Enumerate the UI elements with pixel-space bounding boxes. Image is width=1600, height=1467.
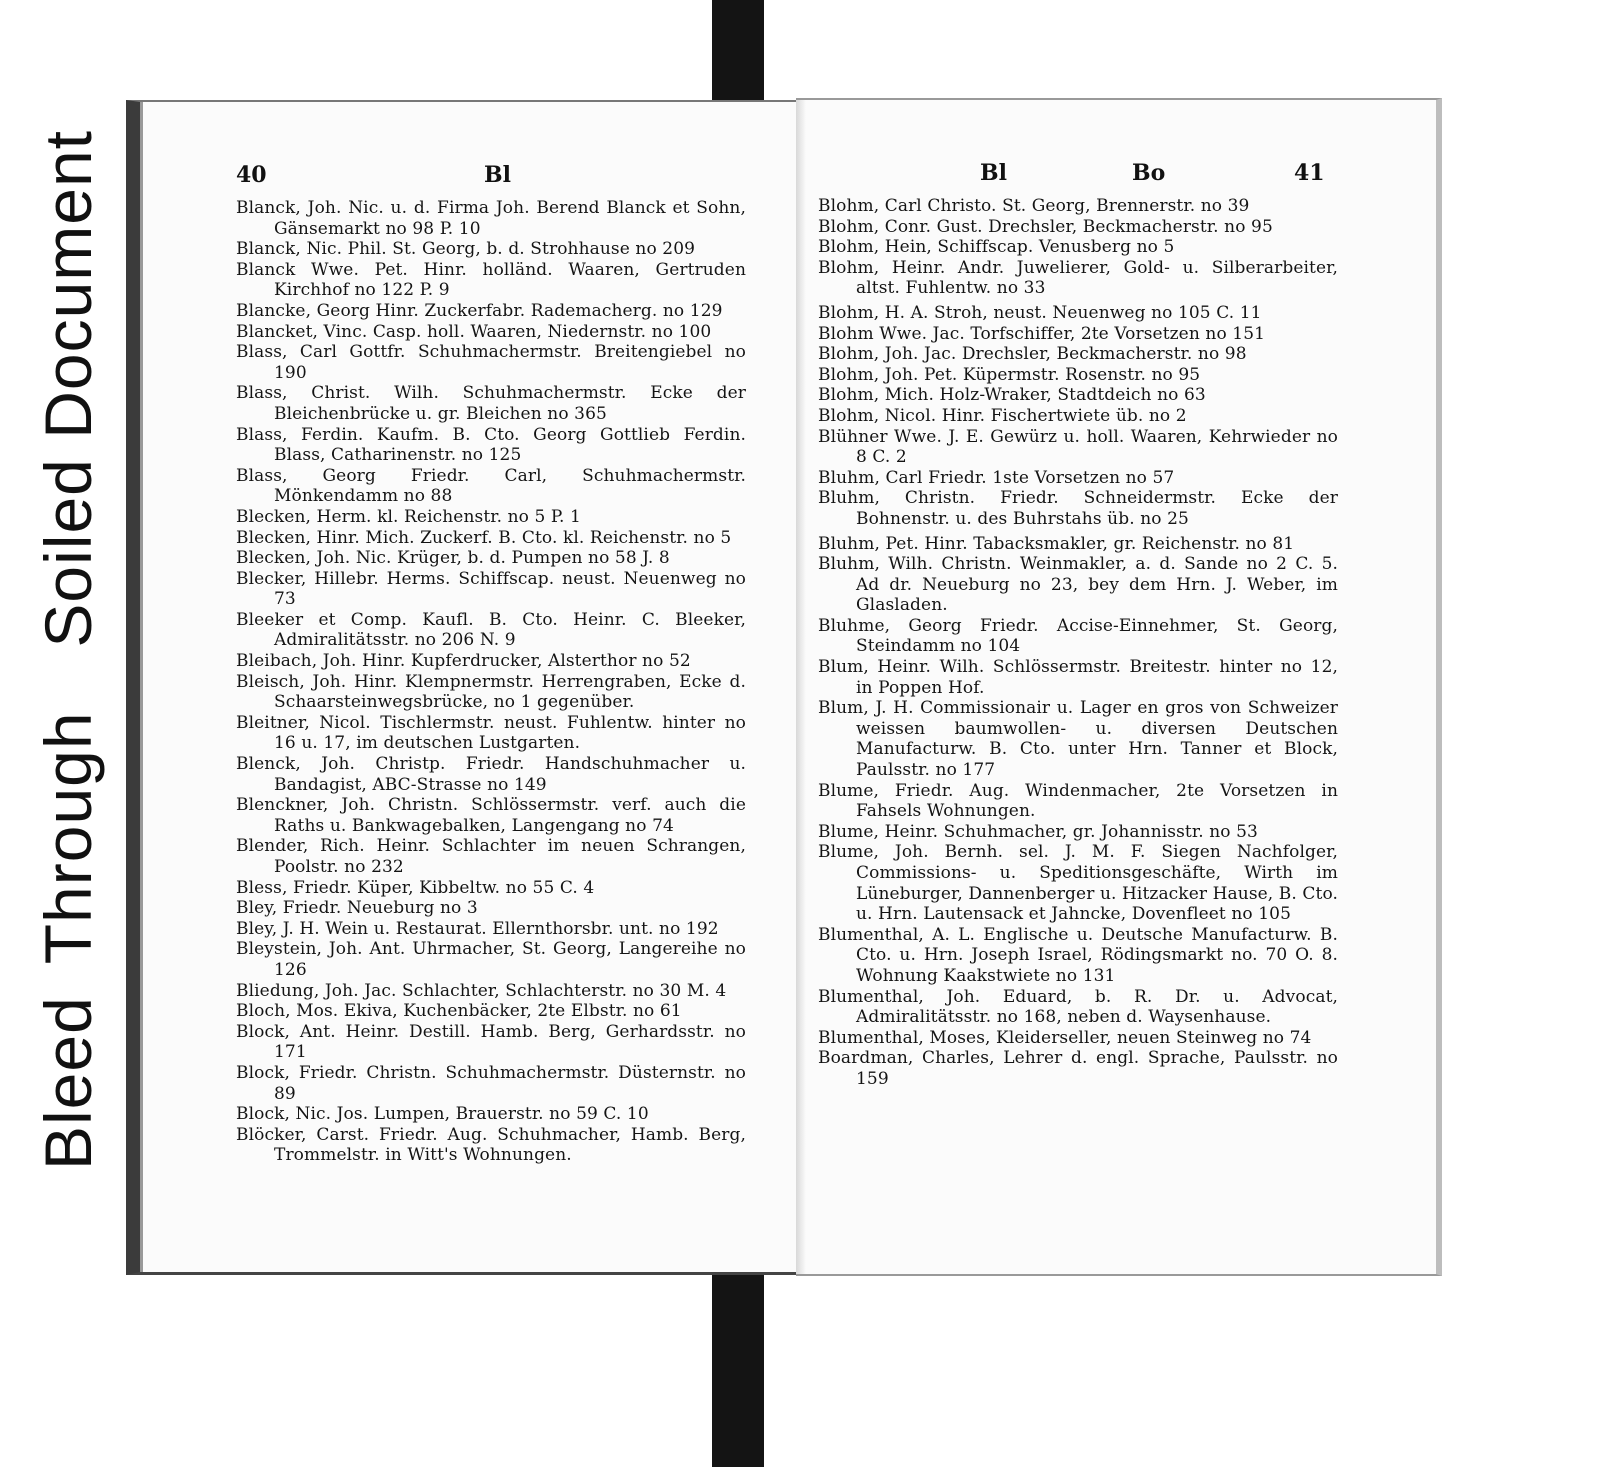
directory-entry: Bluhm, Christn. Friedr. Schneidermstr. Ecke der Bohnenstr. u. des Buhrstahs üb. no 25 <box>818 488 1338 529</box>
left-entry-list <box>236 198 746 1166</box>
directory-entry: Blumenthal, Moses, Kleiderseller, neuen Steinweg no 74 <box>818 1027 1312 1048</box>
directory-entry: Blecken, Hinr. Mich. Zuckerf. B. Cto. kl. Reichenstr. no 5 <box>236 527 732 548</box>
left-running-header: Bl <box>484 162 511 188</box>
directory-entry: Blohm, Joh. Pet. Küpermstr. Rosenstr. no 95 <box>818 364 1201 385</box>
directory-entry: Bloch, Mos. Ekiva, Kuchenbäcker, 2te Elbstr. no 61 <box>236 1001 682 1022</box>
directory-entry: Block, Nic. Jos. Lumpen, Brauerstr. no 59 C. 10 <box>236 1104 649 1125</box>
directory-entry: Blohm, Mich. Holz-Wraker, Stadtdeich no 63 <box>818 385 1206 406</box>
right-gutter-shadow <box>796 100 806 1274</box>
directory-entry: Blume, Joh. Bernh. sel. J. M. F. Siegen Nachfolger, Commissions- u. Speditionsgeschäfte, Wirth im Lüneburger, Dannenberger u. Hitzacker Hause, B. Cto. u. Hrn. Lautensack et Jahncke, Dovenfleet no 105 <box>818 842 1338 925</box>
left-page <box>126 100 808 1275</box>
stamp-word-soiled-document: Soiled Document <box>31 129 105 648</box>
directory-entry: Blumenthal, Joh. Eduard, b. R. Dr. u. Advocat, Admiralitätsstr. no 168, neben d. Waysenhause. <box>818 986 1338 1028</box>
right-entry-list <box>818 196 1338 1090</box>
directory-entry: Blass, Carl Gottfr. Schuhmachermstr. Breitengiebel no 190 <box>236 342 746 383</box>
directory-entry: Blum, Heinr. Wilh. Schlössermstr. Breitestr. hinter no 12, in Poppen Hof. <box>818 657 1338 698</box>
directory-entry: Blohm, H. A. Stroh, neust. Neuenweg no 105 C. 11 <box>818 302 1262 323</box>
directory-entry: Blanck, Nic. Phil. St. Georg, b. d. Strohhause no 209 <box>236 239 696 260</box>
directory-entry: Bless, Friedr. Küper, Kibbeltw. no 55 C. 4 <box>236 877 595 898</box>
directory-entry: Bleibach, Joh. Hinr. Kupferdrucker, Alsterthor no 52 <box>236 651 691 672</box>
directory-entry: Bley, J. H. Wein u. Restaurat. Ellernthorsbr. unt. no 192 <box>236 918 719 939</box>
condition-stamp <box>22 130 114 1170</box>
directory-entry: Blender, Rich. Heinr. Schlachter im neuen Schrangen, Poolstr. no 232 <box>236 836 746 877</box>
directory-entry: Bluhm, Wilh. Christn. Weinmakler, a. d. Sande no 2 C. 5. Ad dr. Neueburg no 23, bey dem Hrn. J. Weber, im Glasladen. <box>818 554 1338 616</box>
directory-entry: Bliedung, Joh. Jac. Schlachter, Schlachterstr. no 30 M. 4 <box>236 980 727 1001</box>
directory-entry: Blass, Christ. Wilh. Schuhmachermstr. Ecke der Bleichenbrücke u. gr. Bleichen no 365 <box>236 383 746 424</box>
directory-entry: Blenckner, Joh. Christn. Schlössermstr. verf. auch die Raths u. Bankwagebalken, Langengang no 74 <box>236 795 746 836</box>
directory-entry: Blume, Friedr. Aug. Windenmacher, 2te Vorsetzen in Fahsels Wohnungen. <box>818 780 1338 822</box>
stamp-word-bleed: Bleed <box>31 996 105 1170</box>
directory-entry: Bleitner, Nicol. Tischlermstr. neust. Fuhlentw. hinter no 16 u. 17, im deutschen Lustgarten. <box>236 712 746 754</box>
right-running-header-bo: Bo <box>1132 160 1166 186</box>
directory-entry: Blühner Wwe. J. E. Gewürz u. holl. Waaren, Kehrwieder no 8 C. 2 <box>818 426 1338 468</box>
directory-entry: Blohm, Heinr. Andr. Juwelierer, Gold- u. Silberarbeiter, altst. Fuhlentw. no 33 <box>818 257 1338 299</box>
directory-entry: Blohm, Conr. Gust. Drechsler, Beckmacherstr. no 95 <box>818 216 1273 237</box>
directory-entry: Blohm, Carl Christo. St. Georg, Brennerstr. no 39 <box>818 196 1250 216</box>
directory-entry: Blum, J. H. Commissionair u. Lager en gros von Schweizer weissen baumwollen- u. diversen Deutschen Manufacturw. B. Cto. unter Hrn. Tanner et Block, Paulsstr. no 177 <box>818 698 1338 781</box>
directory-entry: Blancket, Vinc. Casp. holl. Waaren, Niedernstr. no 100 <box>236 321 712 342</box>
directory-entry: Blecken, Joh. Nic. Krüger, b. d. Pumpen no 58 J. 8 <box>236 548 670 569</box>
left-page-number: 40 <box>236 162 267 188</box>
stamp-word-through: Through <box>31 711 105 965</box>
directory-entry: Bleystein, Joh. Ant. Uhrmacher, St. Georg, Langereihe no 126 <box>236 939 746 980</box>
directory-entry: Boardman, Charles, Lehrer d. engl. Sprache, Paulsstr. no 159 <box>818 1048 1338 1089</box>
directory-entry: Blohm Wwe. Jac. Torfschiffer, 2te Vorsetzen no 151 <box>818 323 1266 344</box>
directory-entry: Blumenthal, A. L. Englische u. Deutsche Manufacturw. B. Cto. u. Hrn. Joseph Israel, Rödingsmarkt no. 70 O. 8. Wohnung Kaakstwiete no 131 <box>818 924 1338 986</box>
right-running-header-bl: Bl <box>980 160 1007 186</box>
directory-entry: Bleeker et Comp. Kaufl. B. Cto. Heinr. C. Bleeker, Admiralitätsstr. no 206 N. 9 <box>236 609 746 651</box>
directory-entry: Bleisch, Joh. Hinr. Klempnermstr. Herrengraben, Ecke d. Schaarsteinwegsbrücke, no 1 gegenüber. <box>236 671 746 713</box>
right-page-number: 41 <box>1294 160 1325 186</box>
binding-strip-bottom <box>712 1258 764 1467</box>
directory-entry: Blöcker, Carst. Friedr. Aug. Schuhmacher, Hamb. Berg, Trommelstr. in Witt's Wohnungen. <box>236 1124 746 1166</box>
directory-entry: Blohm, Joh. Jac. Drechsler, Beckmacherstr. no 98 <box>818 344 1247 365</box>
directory-entry: Blohm, Hein, Schiffscap. Venusberg no 5 <box>818 237 1175 258</box>
directory-entry: Blohm, Nicol. Hinr. Fischertwiete üb. no 2 <box>818 405 1187 426</box>
directory-entry: Blass, Georg Friedr. Carl, Schuhmachermstr. Mönkendamm no 88 <box>236 465 746 507</box>
directory-entry: Bluhme, Georg Friedr. Accise-Einnehmer, St. Georg, Steindamm no 104 <box>818 615 1338 657</box>
directory-entry: Blenck, Joh. Christp. Friedr. Handschuhmacher u. Bandagist, ABC-Strasse no 149 <box>236 754 746 795</box>
directory-entry: Blume, Heinr. Schuhmacher, gr. Johannisstr. no 53 <box>818 821 1258 842</box>
directory-entry: Blecker, Hillebr. Herms. Schiffscap. neust. Neuenweg no 73 <box>236 568 746 610</box>
directory-entry: Bluhm, Carl Friedr. 1ste Vorsetzen no 57 <box>818 467 1175 488</box>
directory-entry: Block, Ant. Heinr. Destill. Hamb. Berg, Gerhardsstr. no 171 <box>236 1021 746 1063</box>
directory-entry: Bley, Friedr. Neueburg no 3 <box>236 898 478 919</box>
directory-entry: Blancke, Georg Hinr. Zuckerfabr. Rademacherg. no 129 <box>236 300 723 321</box>
directory-entry: Blecken, Herm. kl. Reichenstr. no 5 P. 1 <box>236 506 581 527</box>
directory-entry: Blass, Ferdin. Kaufm. B. Cto. Georg Gottlieb Ferdin. Blass, Catharinenstr. no 125 <box>236 424 746 466</box>
binding-strip-top <box>712 0 764 106</box>
directory-entry: Block, Friedr. Christn. Schuhmachermstr. Düsternstr. no 89 <box>236 1062 746 1104</box>
right-page <box>796 98 1442 1276</box>
directory-entry: Blanck, Joh. Nic. u. d. Firma Joh. Berend Blanck et Sohn, Gänsemarkt no 98 P. 10 <box>236 198 746 239</box>
directory-entry: Blanck Wwe. Pet. Hinr. holländ. Waaren, Gertruden Kirchhof no 122 P. 9 <box>236 259 746 301</box>
directory-entry: Bluhm, Pet. Hinr. Tabacksmakler, gr. Reichenstr. no 81 <box>818 533 1295 554</box>
